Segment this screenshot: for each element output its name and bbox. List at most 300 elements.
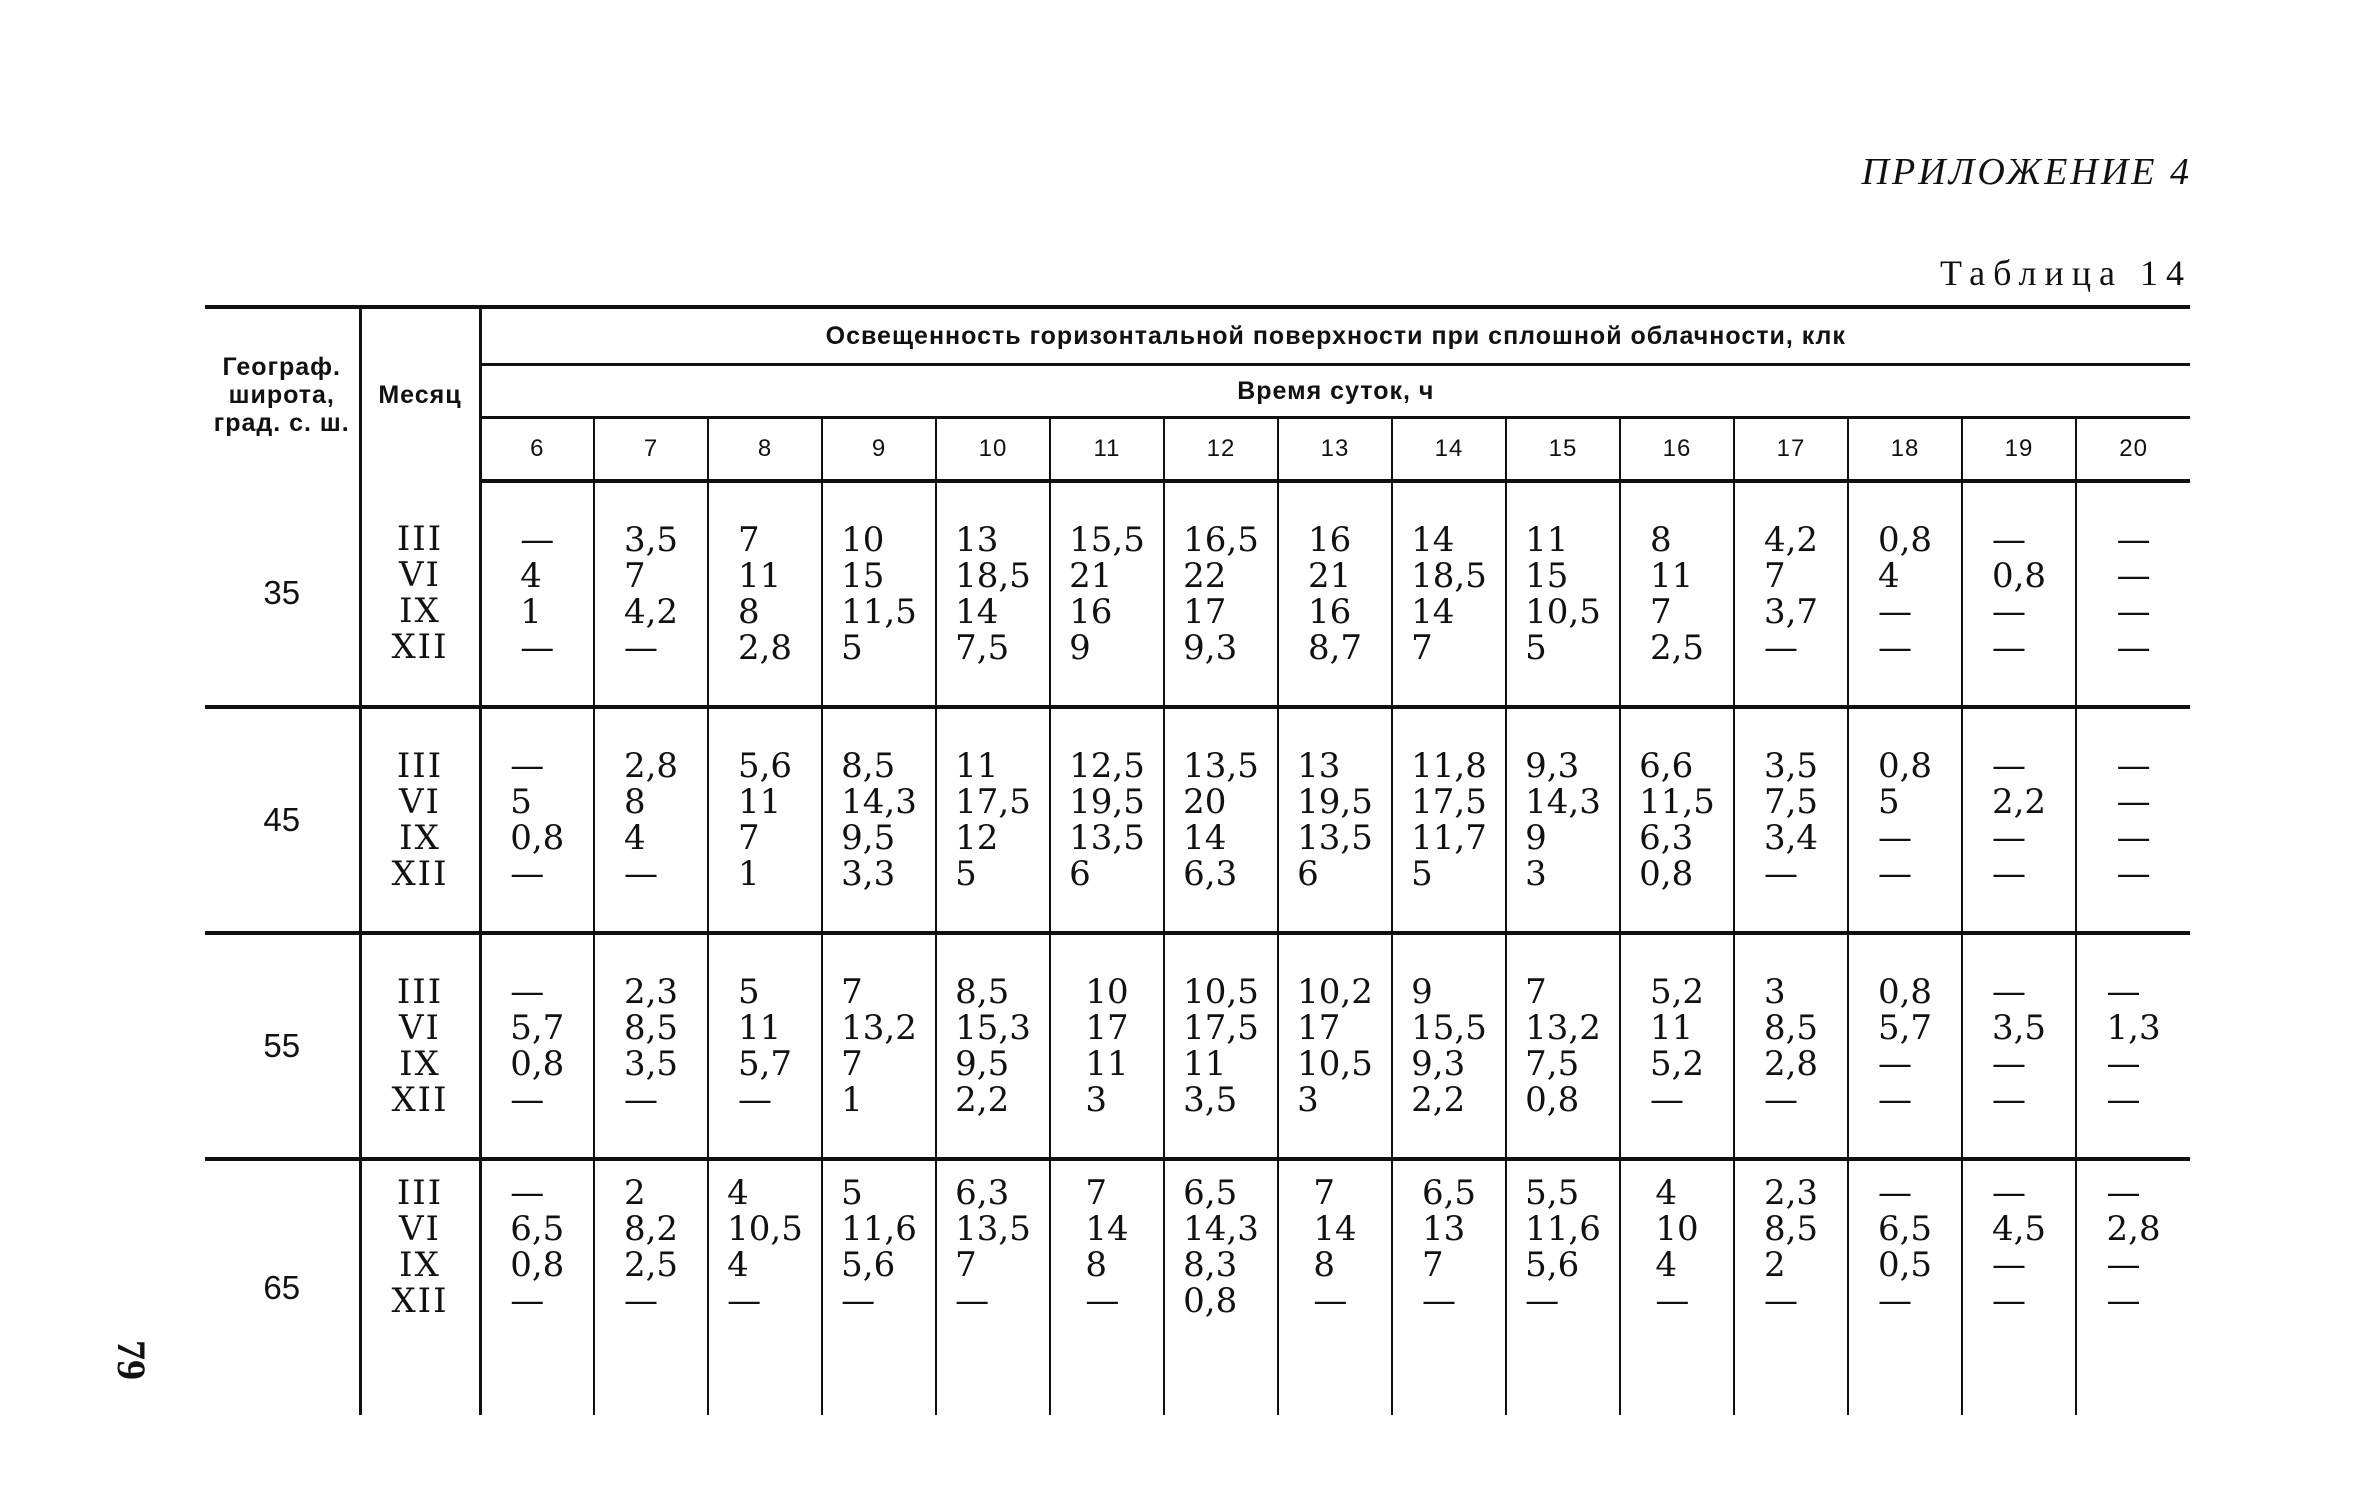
value-cell [1734, 1159, 1848, 1415]
value-cell [822, 707, 936, 933]
header-hour: 17 [1734, 418, 1848, 482]
illuminance-value: 15 [1525, 556, 1569, 596]
illuminance-value: 2,8 [2106, 1209, 2161, 1249]
illuminance-value: 21 [1307, 556, 1352, 596]
month-cell [360, 1159, 480, 1415]
illuminance-value: 1 [520, 592, 542, 632]
month-label: III [396, 746, 444, 786]
illuminance-value: 7 [1085, 1173, 1107, 1213]
illuminance-value: 7 [841, 972, 863, 1012]
illuminance-value: 3,5 [1183, 1080, 1238, 1120]
illuminance-value: 5 [737, 972, 760, 1012]
illuminance-value: 3 [1763, 972, 1786, 1012]
header-hour: 18 [1848, 418, 1962, 482]
value-cell [1848, 481, 1962, 707]
illuminance-value: 8,7 [1307, 628, 1363, 668]
illuminance-value: 7,5 [955, 628, 1010, 668]
illuminance-value: — [2116, 746, 2151, 786]
illuminance-value: 10,5 [1525, 592, 1601, 632]
illuminance-value: 12 [955, 818, 999, 858]
illuminance-value: 7 [737, 818, 760, 858]
illuminance-value: 4 [520, 556, 542, 596]
value-cell [2076, 1159, 2190, 1415]
illuminance-value: — [1877, 1044, 1912, 1084]
value-cell [822, 481, 936, 707]
illuminance-value: 13 [1297, 746, 1341, 786]
illuminance-value: 4 [727, 1245, 749, 1285]
illuminance-value: 4 [623, 818, 646, 858]
month-label: IX [399, 818, 441, 858]
illuminance-value: 14 [1411, 520, 1455, 560]
month-label: XII [391, 1281, 449, 1321]
illuminance-value: 10 [841, 520, 885, 560]
illuminance-value: — [1991, 818, 2026, 858]
header-hour: 20 [2076, 418, 2190, 482]
illuminance-value: 9,3 [1183, 628, 1238, 668]
illuminance-value: 0,5 [1877, 1245, 1933, 1285]
value-cell [936, 707, 1050, 933]
latitude-row [205, 933, 2190, 1159]
header-hour: 8 [708, 418, 822, 482]
value-cell [1392, 481, 1506, 707]
month-label: III [396, 519, 444, 559]
header-hour: 6 [480, 418, 594, 482]
illuminance-value: 2,2 [1411, 1080, 1466, 1120]
header-time-of-day: Время суток, ч [480, 365, 2190, 418]
value-cell [1164, 481, 1278, 707]
illuminance-value: 8,2 [623, 1209, 679, 1249]
header-hour: 14 [1392, 418, 1506, 482]
illuminance-value: 9,3 [1411, 1044, 1466, 1084]
illuminance-value: — [510, 1281, 545, 1321]
latitude-row [205, 1159, 2190, 1415]
value-cell [1734, 933, 1848, 1159]
illuminance-value: 8,5 [1763, 1008, 1819, 1048]
illuminance-value: — [2116, 782, 2151, 822]
illuminance-value: 7 [623, 556, 646, 596]
illuminance-value: 1 [737, 854, 760, 894]
value-cell [2076, 481, 2190, 707]
illuminance-value: 7 [737, 520, 760, 560]
illuminance-value: — [841, 1281, 876, 1321]
value-cell [1506, 1159, 1620, 1415]
value-cell [1050, 707, 1164, 933]
illuminance-value: — [1991, 854, 2026, 894]
month-label: VI [399, 1008, 441, 1048]
illuminance-value: 0,8 [1525, 1080, 1580, 1120]
illuminance-value: 2 [623, 1173, 646, 1213]
illuminance-value: — [737, 1080, 772, 1120]
illuminance-value: 22 [1183, 556, 1227, 596]
value-cell [936, 1159, 1050, 1415]
illuminance-value: — [623, 1281, 658, 1321]
illuminance-value: 10 [1085, 972, 1129, 1012]
illuminance-value: 6,5 [510, 1209, 565, 1249]
illuminance-value: 15,3 [955, 1008, 1031, 1048]
illuminance-value: — [1991, 592, 2026, 632]
illuminance-value: — [2116, 818, 2151, 858]
illuminance-value: 5 [841, 628, 863, 668]
value-cell [1734, 707, 1848, 933]
illuminance-value: 3 [1085, 1080, 1107, 1120]
illuminance-value: 13 [955, 520, 999, 560]
value-cell [480, 1159, 594, 1415]
illuminance-value: 6,3 [955, 1173, 1010, 1213]
illuminance-value: 17 [1085, 1008, 1129, 1048]
illuminance-value: — [2106, 972, 2141, 1012]
illuminance-value: 11,5 [841, 592, 917, 632]
table-caption: Таблица 14 [1940, 253, 2192, 293]
illuminance-value: 16,5 [1183, 520, 1259, 560]
appendix-label: ПРИЛОЖЕНИЕ 4 [1861, 151, 2192, 193]
illuminance-value: 10,5 [1297, 1044, 1373, 1084]
illuminance-value: 11,6 [841, 1209, 917, 1249]
illuminance-value: — [2116, 854, 2151, 894]
value-cell [1278, 1159, 1392, 1415]
illuminance-value: — [1991, 520, 2026, 560]
value-cell [708, 707, 822, 933]
illuminance-value: 3 [1297, 1080, 1319, 1120]
illuminance-value: 8 [623, 782, 646, 822]
illuminance-value: 8 [1313, 1245, 1335, 1285]
value-cell [1962, 933, 2076, 1159]
illuminance-value: 3,3 [841, 854, 896, 894]
value-cell [1620, 707, 1734, 933]
illuminance-value: 3,5 [1991, 1008, 2047, 1048]
illuminance-value: 11 [1649, 556, 1694, 596]
illuminance-value: 4,2 [1763, 520, 1819, 560]
illuminance-value: 14,3 [841, 782, 917, 822]
illuminance-value: — [623, 854, 658, 894]
illuminance-value: 16 [1069, 592, 1113, 632]
illuminance-value: — [1991, 1080, 2026, 1120]
value-cell [1506, 707, 1620, 933]
illuminance-value: 5,2 [1649, 972, 1705, 1012]
month-label: III [396, 1173, 444, 1213]
illuminance-value: 7 [1763, 556, 1786, 596]
month-label: III [396, 972, 444, 1012]
illuminance-value: 14 [1313, 1209, 1357, 1249]
illuminance-value: 5,6 [841, 1245, 896, 1285]
value-cell [1278, 933, 1392, 1159]
illuminance-value: 2,8 [1763, 1044, 1819, 1084]
illuminance-value: 6 [1069, 854, 1091, 894]
illuminance-value: — [2106, 1281, 2141, 1321]
value-cell [480, 481, 594, 707]
illuminance-value: 17 [1183, 592, 1227, 632]
illuminance-value: 2 [1763, 1245, 1786, 1285]
illuminance-value: 4 [1655, 1245, 1677, 1285]
month-label: XII [391, 854, 449, 894]
header-hour: 12 [1164, 418, 1278, 482]
header-illuminance: Освещенность горизонтальной поверхности при сплошной облачности, клк [480, 307, 2190, 365]
illuminance-value: 10,5 [1183, 972, 1259, 1012]
illuminance-value: — [1991, 628, 2026, 668]
header-hour: 10 [936, 418, 1050, 482]
illuminance-value: 4 [727, 1173, 749, 1213]
illuminance-value: — [2106, 1173, 2141, 1213]
illuminance-value: 2,2 [1991, 782, 2047, 822]
illuminance-value: 8,5 [841, 746, 896, 786]
illuminance-value: — [727, 1281, 762, 1321]
illuminance-value: 4,5 [1991, 1209, 2047, 1249]
illuminance-value: 3 [1525, 854, 1547, 894]
illuminance-value: 11 [955, 746, 999, 786]
illuminance-value: 10 [1655, 1209, 1699, 1249]
latitude-cell: 35 [205, 481, 360, 707]
illuminance-value: 2,8 [623, 746, 679, 786]
illuminance-value: 9,5 [841, 818, 896, 858]
illuminance-value: — [510, 1173, 545, 1213]
illuminance-value: 11,5 [1639, 782, 1715, 822]
value-cell [480, 707, 594, 933]
month-label: IX [399, 1245, 441, 1285]
illuminance-value: 17,5 [1183, 1008, 1259, 1048]
value-cell [1620, 933, 1734, 1159]
illuminance-value: 3,5 [623, 1044, 679, 1084]
month-label: XII [391, 627, 449, 667]
illuminance-value: 14 [955, 592, 999, 632]
illuminance-value: 11 [1085, 1044, 1129, 1084]
value-cell [594, 707, 708, 933]
month-label: IX [399, 591, 441, 631]
value-cell [1278, 707, 1392, 933]
illuminance-value: 0,8 [1183, 1281, 1238, 1321]
month-label: VI [399, 782, 441, 822]
illuminance-value: — [1525, 1281, 1560, 1321]
header-hour: 15 [1506, 418, 1620, 482]
illuminance-value: — [1877, 854, 1912, 894]
illuminance-value: 15,5 [1069, 520, 1145, 560]
illuminance-value: 10,2 [1297, 972, 1373, 1012]
illuminance-value: 7,5 [1525, 1044, 1580, 1084]
value-cell [1392, 933, 1506, 1159]
illuminance-value: 6,3 [1639, 818, 1694, 858]
illuminance-value: 9,3 [1525, 746, 1580, 786]
value-cell [708, 933, 822, 1159]
header-hour: 7 [594, 418, 708, 482]
illuminance-value: 9,5 [955, 1044, 1010, 1084]
illuminance-value: 1 [841, 1080, 863, 1120]
illuminance-value: 5,7 [1877, 1008, 1933, 1048]
value-cell [1734, 481, 1848, 707]
value-cell [936, 933, 1050, 1159]
value-cell [1392, 1159, 1506, 1415]
illuminance-value: 5,7 [737, 1044, 793, 1084]
illuminance-value: — [1877, 1173, 1912, 1213]
illuminance-value: 11 [737, 556, 782, 596]
month-label: VI [399, 555, 441, 595]
illuminance-value: 15,5 [1411, 1008, 1487, 1048]
value-cell [1848, 933, 1962, 1159]
illuminance-value: — [955, 1281, 990, 1321]
month-cell [360, 481, 480, 707]
illuminance-value: 16 [1307, 520, 1352, 560]
value-cell [1620, 1159, 1734, 1415]
month-cell [360, 933, 480, 1159]
latitude-cell: 45 [205, 707, 360, 933]
illuminance-value: 5,6 [1525, 1245, 1580, 1285]
value-cell [1050, 933, 1164, 1159]
illuminance-value: 14,3 [1183, 1209, 1259, 1249]
illuminance-value: 13,2 [1525, 1008, 1601, 1048]
illuminance-value: 13,5 [955, 1209, 1031, 1249]
illuminance-value: 9 [1069, 628, 1091, 668]
illuminance-value: 5 [955, 854, 977, 894]
illuminance-value: — [1763, 1281, 1798, 1321]
illuminance-value: 2,8 [737, 628, 793, 668]
illuminance-value: 5 [1877, 782, 1900, 822]
illuminance-value: 2,2 [955, 1080, 1010, 1120]
illuminance-value: 17 [1297, 1008, 1341, 1048]
value-cell [1848, 1159, 1962, 1415]
illuminance-value: 5 [1525, 628, 1547, 668]
illuminance-value: 13,5 [1183, 746, 1259, 786]
illuminance-value: 13 [1421, 1209, 1466, 1249]
illuminance-value: 0,8 [1639, 854, 1694, 894]
header-hours-row [205, 418, 2190, 482]
value-cell [2076, 707, 2190, 933]
illuminance-value: 14 [1085, 1209, 1129, 1249]
illuminance-value: 18,5 [1411, 556, 1487, 596]
illuminance-value: 8 [1085, 1245, 1107, 1285]
illuminance-value: — [1991, 1044, 2026, 1084]
value-cell [594, 1159, 708, 1415]
illuminance-value: 2,5 [1649, 628, 1705, 668]
value-cell [936, 481, 1050, 707]
month-label: IX [399, 1044, 441, 1084]
illuminance-value: 0,8 [510, 1044, 565, 1084]
value-cell [594, 933, 708, 1159]
illuminance-value: 9 [1411, 972, 1433, 1012]
illuminance-value: — [1991, 1281, 2026, 1321]
latitude-cell: 55 [205, 933, 360, 1159]
illuminance-value: 5 [510, 782, 532, 822]
illuminance-value: 8,5 [1763, 1209, 1819, 1249]
illuminance-value: 9 [1525, 818, 1547, 858]
illuminance-value: 4 [1877, 556, 1900, 596]
illuminance-table [205, 305, 2190, 1415]
latitude-row [205, 707, 2190, 933]
value-cell [1392, 707, 1506, 933]
month-cell [360, 707, 480, 933]
header-hour: 9 [822, 418, 936, 482]
illuminance-value: 8,5 [623, 1008, 679, 1048]
illuminance-value: 11 [737, 1008, 782, 1048]
illuminance-value: 3,5 [1763, 746, 1819, 786]
illuminance-value: 0,8 [1877, 972, 1933, 1012]
illuminance-value: 8 [1649, 520, 1672, 560]
value-cell [1506, 933, 1620, 1159]
value-cell [1620, 481, 1734, 707]
illuminance-value: 7 [1649, 592, 1672, 632]
value-cell [1050, 481, 1164, 707]
illuminance-value: 2,5 [623, 1245, 679, 1285]
illuminance-value: — [1877, 818, 1912, 858]
illuminance-value: — [1649, 1080, 1684, 1120]
latitude-cell: 65 [205, 1159, 360, 1415]
illuminance-value: 21 [1069, 556, 1113, 596]
illuminance-value: 7 [1411, 628, 1433, 668]
illuminance-value: — [510, 854, 545, 894]
illuminance-value: — [1991, 972, 2026, 1012]
illuminance-value: 11,6 [1525, 1209, 1601, 1249]
page-number: 79 [109, 1340, 154, 1380]
illuminance-value: 11,7 [1411, 818, 1487, 858]
value-cell [480, 933, 594, 1159]
value-cell [1164, 707, 1278, 933]
value-cell [2076, 933, 2190, 1159]
illuminance-value: 8 [737, 592, 760, 632]
illuminance-value: 7 [1525, 972, 1547, 1012]
value-cell [1278, 481, 1392, 707]
illuminance-value: 4,2 [623, 592, 679, 632]
illuminance-value: 0,8 [1877, 520, 1933, 560]
illuminance-value: 13,2 [841, 1008, 917, 1048]
illuminance-value: — [1085, 1281, 1120, 1321]
illuminance-value: — [1991, 1245, 2026, 1285]
illuminance-value: — [1877, 1080, 1912, 1120]
illuminance-value: — [2116, 520, 2151, 560]
value-cell [708, 1159, 822, 1415]
illuminance-value: — [520, 520, 555, 560]
illuminance-value: 6,5 [1877, 1209, 1933, 1249]
illuminance-value: 7,5 [1763, 782, 1819, 822]
illuminance-value: 3,4 [1763, 818, 1819, 858]
illuminance-value: — [510, 746, 545, 786]
illuminance-value: — [1763, 1080, 1798, 1120]
illuminance-value: 0,8 [1877, 746, 1933, 786]
value-cell [1164, 1159, 1278, 1415]
illuminance-value: — [2106, 1080, 2141, 1120]
value-cell [822, 933, 936, 1159]
illuminance-value: — [510, 1080, 545, 1120]
illuminance-value: — [1313, 1281, 1348, 1321]
illuminance-value: — [1991, 746, 2026, 786]
illuminance-value: 10,5 [727, 1209, 803, 1249]
illuminance-value: 0,8 [510, 1245, 565, 1285]
illuminance-value: 1,3 [2106, 1008, 2161, 1048]
illuminance-value: — [1877, 628, 1912, 668]
illuminance-value: — [2116, 592, 2151, 632]
value-cell [1962, 1159, 2076, 1415]
illuminance-value: 17,5 [1411, 782, 1487, 822]
value-cell [1962, 481, 2076, 707]
illuminance-value: 0,8 [1991, 556, 2047, 596]
illuminance-value: — [2116, 628, 2151, 668]
illuminance-value: 5 [1411, 854, 1433, 894]
value-cell [1962, 707, 2076, 933]
illuminance-value: 8,3 [1183, 1245, 1238, 1285]
illuminance-value: 11 [1649, 1008, 1694, 1048]
header-month: Месяц [360, 307, 480, 481]
illuminance-value: 7 [955, 1245, 977, 1285]
illuminance-value: — [520, 628, 555, 668]
latitude-row [205, 481, 2190, 707]
illuminance-value: 5,5 [1525, 1173, 1580, 1213]
illuminance-value: — [1991, 1173, 2026, 1213]
illuminance-value: 19,5 [1069, 782, 1145, 822]
illuminance-value: 6,5 [1421, 1173, 1477, 1213]
header-hour: 16 [1620, 418, 1734, 482]
illuminance-value: 19,5 [1297, 782, 1373, 822]
value-cell [594, 481, 708, 707]
illuminance-value: — [1655, 1281, 1690, 1321]
header-hour: 13 [1278, 418, 1392, 482]
illuminance-value: 18,5 [955, 556, 1031, 596]
illuminance-value: — [2116, 556, 2151, 596]
illuminance-value: 7 [1421, 1245, 1444, 1285]
